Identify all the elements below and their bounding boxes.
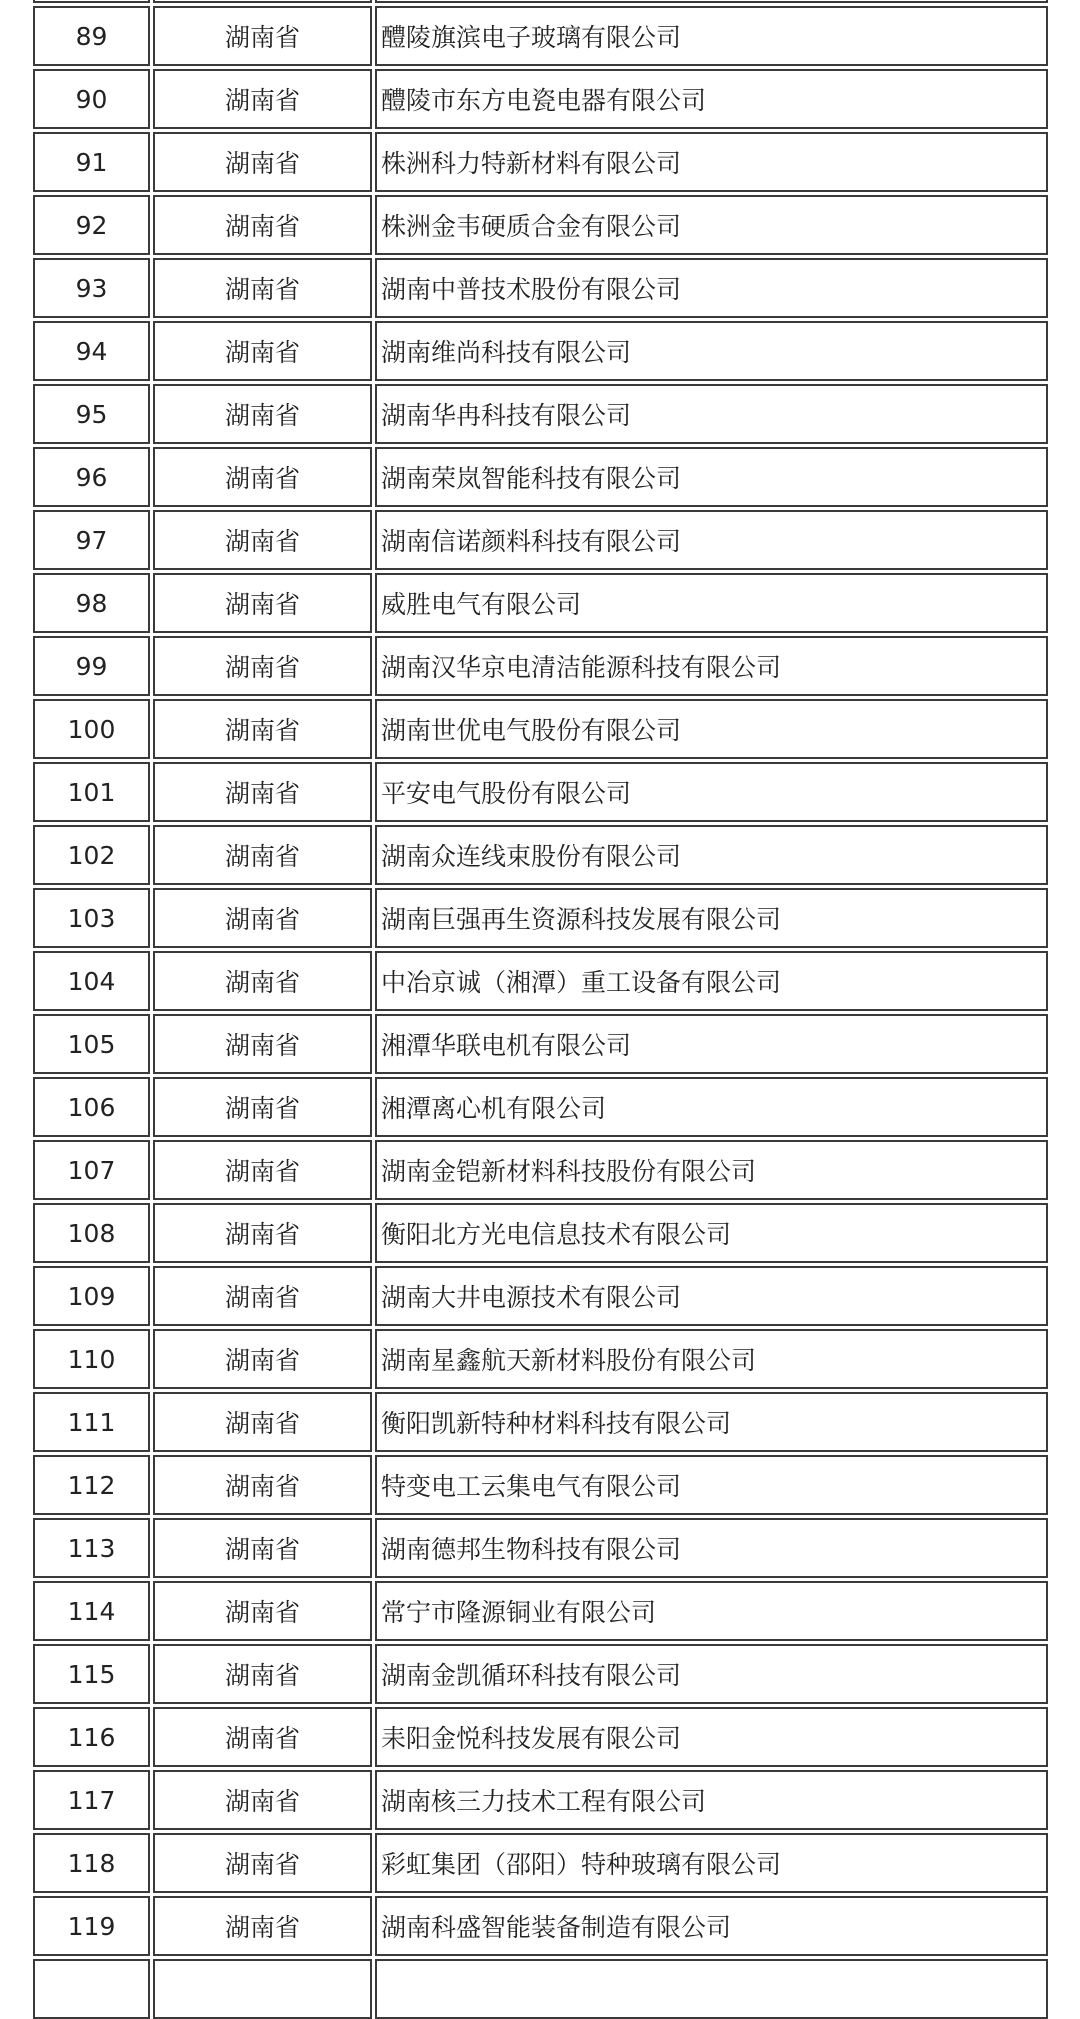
table-row	[33, 825, 1048, 885]
province-cell: 湖南省	[153, 1329, 372, 1389]
province-cell: 湖南省	[153, 1581, 372, 1641]
row-number: 93	[33, 258, 150, 318]
company-name-cell: 特变电工云集电气有限公司	[375, 1455, 1048, 1515]
company-name-cell: 湖南众连线束股份有限公司	[375, 825, 1048, 885]
row-number: 105	[33, 1014, 150, 1074]
table-row	[33, 1077, 1048, 1137]
table-row	[33, 1896, 1048, 1956]
table-row	[33, 1833, 1048, 1893]
province-cell: 湖南省	[153, 132, 372, 192]
row-number: 109	[33, 1266, 150, 1326]
company-name-cell: 湖南中普技术股份有限公司	[375, 258, 1048, 318]
company-name-cell	[375, 0, 1048, 3]
province-cell: 湖南省	[153, 510, 372, 570]
company-name-cell: 平安电气股份有限公司	[375, 762, 1048, 822]
company-name-cell: 衡阳凯新特种材料科技有限公司	[375, 1392, 1048, 1452]
row-number: 92	[33, 195, 150, 255]
table-row	[33, 1203, 1048, 1263]
company-name-cell: 湖南华冉科技有限公司	[375, 384, 1048, 444]
row-number: 94	[33, 321, 150, 381]
table-row	[33, 1770, 1048, 1830]
row-number: 97	[33, 510, 150, 570]
table-row	[33, 573, 1048, 633]
row-number: 95	[33, 384, 150, 444]
row-number: 90	[33, 69, 150, 129]
company-name-cell: 彩虹集团（邵阳）特种玻璃有限公司	[375, 1833, 1048, 1893]
company-name-cell: 耒阳金悦科技发展有限公司	[375, 1707, 1048, 1767]
row-number: 115	[33, 1644, 150, 1704]
province-cell: 湖南省	[153, 951, 372, 1011]
table-row	[33, 762, 1048, 822]
company-name-cell: 株洲金韦硬质合金有限公司	[375, 195, 1048, 255]
row-number: 104	[33, 951, 150, 1011]
company-name-cell: 湖南巨强再生资源科技发展有限公司	[375, 888, 1048, 948]
province-cell: 湖南省	[153, 1455, 372, 1515]
row-number: 100	[33, 699, 150, 759]
table-row	[33, 69, 1048, 129]
row-number: 119	[33, 1896, 150, 1956]
province-cell: 湖南省	[153, 258, 372, 318]
company-name-cell: 湖南德邦生物科技有限公司	[375, 1518, 1048, 1578]
province-cell: 湖南省	[153, 384, 372, 444]
row-number: 102	[33, 825, 150, 885]
row-number: 106	[33, 1077, 150, 1137]
company-name-cell: 中冶京诚（湘潭）重工设备有限公司	[375, 951, 1048, 1011]
company-name-cell: 湖南世优电气股份有限公司	[375, 699, 1048, 759]
province-cell: 湖南省	[153, 1518, 372, 1578]
province-cell: 湖南省	[153, 1770, 372, 1830]
table-row	[33, 0, 1048, 3]
province-cell	[153, 0, 372, 3]
company-name-cell: 衡阳北方光电信息技术有限公司	[375, 1203, 1048, 1263]
table-row	[33, 1014, 1048, 1074]
table-row	[33, 1329, 1048, 1389]
company-name-cell: 湖南荣岚智能科技有限公司	[375, 447, 1048, 507]
table-row	[33, 888, 1048, 948]
row-number: 117	[33, 1770, 150, 1830]
table-row	[33, 1140, 1048, 1200]
table-row	[33, 699, 1048, 759]
province-cell: 湖南省	[153, 1266, 372, 1326]
province-cell: 湖南省	[153, 825, 372, 885]
table-row	[33, 951, 1048, 1011]
province-cell: 湖南省	[153, 1140, 372, 1200]
row-number: 96	[33, 447, 150, 507]
row-number: 99	[33, 636, 150, 696]
province-cell: 湖南省	[153, 69, 372, 129]
province-cell: 湖南省	[153, 1077, 372, 1137]
table-row	[33, 1518, 1048, 1578]
table-row	[33, 510, 1048, 570]
province-cell: 湖南省	[153, 321, 372, 381]
province-cell: 湖南省	[153, 888, 372, 948]
table-row	[33, 1392, 1048, 1452]
company-name-cell: 湖南信诺颜料科技有限公司	[375, 510, 1048, 570]
table-row	[33, 132, 1048, 192]
table-row	[33, 1707, 1048, 1767]
table-row	[33, 321, 1048, 381]
table-row	[33, 636, 1048, 696]
table-row	[33, 1455, 1048, 1515]
table-row	[33, 195, 1048, 255]
table-row	[33, 258, 1048, 318]
row-number: 108	[33, 1203, 150, 1263]
company-name-cell: 常宁市隆源铜业有限公司	[375, 1581, 1048, 1641]
province-cell: 湖南省	[153, 1896, 372, 1956]
row-number: 112	[33, 1455, 150, 1515]
row-number: 114	[33, 1581, 150, 1641]
province-cell: 湖南省	[153, 1392, 372, 1452]
province-cell: 湖南省	[153, 1833, 372, 1893]
company-name-cell: 湖南汉华京电清洁能源科技有限公司	[375, 636, 1048, 696]
row-number: 107	[33, 1140, 150, 1200]
company-table	[33, 0, 1048, 2019]
province-cell: 湖南省	[153, 1203, 372, 1263]
province-cell: 湖南省	[153, 762, 372, 822]
table-row	[33, 384, 1048, 444]
row-number	[33, 1959, 150, 2019]
province-cell: 湖南省	[153, 573, 372, 633]
row-number: 111	[33, 1392, 150, 1452]
province-cell: 湖南省	[153, 447, 372, 507]
row-number	[33, 0, 150, 3]
table-row	[33, 1581, 1048, 1641]
company-name-cell: 湖南大井电源技术有限公司	[375, 1266, 1048, 1326]
row-number: 113	[33, 1518, 150, 1578]
row-number: 89	[33, 6, 150, 66]
province-cell: 湖南省	[153, 1707, 372, 1767]
table-row	[33, 1266, 1048, 1326]
company-name-cell: 湘潭华联电机有限公司	[375, 1014, 1048, 1074]
province-cell: 湖南省	[153, 1014, 372, 1074]
row-number: 110	[33, 1329, 150, 1389]
province-cell: 湖南省	[153, 6, 372, 66]
table-row	[33, 1959, 1048, 2019]
company-name-cell: 醴陵市东方电瓷电器有限公司	[375, 69, 1048, 129]
row-number: 98	[33, 573, 150, 633]
province-cell: 湖南省	[153, 1644, 372, 1704]
province-cell: 湖南省	[153, 699, 372, 759]
company-name-cell: 湖南科盛智能装备制造有限公司	[375, 1896, 1048, 1956]
row-number: 116	[33, 1707, 150, 1767]
company-name-cell: 威胜电气有限公司	[375, 573, 1048, 633]
company-name-cell: 湖南星鑫航天新材料股份有限公司	[375, 1329, 1048, 1389]
row-number: 91	[33, 132, 150, 192]
company-name-cell: 湖南金铠新材料科技股份有限公司	[375, 1140, 1048, 1200]
row-number: 101	[33, 762, 150, 822]
table-row	[33, 6, 1048, 66]
company-name-cell	[375, 1959, 1048, 2019]
company-name-cell: 醴陵旗滨电子玻璃有限公司	[375, 6, 1048, 66]
row-number: 103	[33, 888, 150, 948]
province-cell: 湖南省	[153, 636, 372, 696]
company-name-cell: 湖南金凯循环科技有限公司	[375, 1644, 1048, 1704]
province-cell: 湖南省	[153, 195, 372, 255]
table-row	[33, 447, 1048, 507]
company-name-cell: 株洲科力特新材料有限公司	[375, 132, 1048, 192]
province-cell	[153, 1959, 372, 2019]
company-name-cell: 湘潭离心机有限公司	[375, 1077, 1048, 1137]
table-row	[33, 1644, 1048, 1704]
company-name-cell: 湖南维尚科技有限公司	[375, 321, 1048, 381]
company-name-cell: 湖南核三力技术工程有限公司	[375, 1770, 1048, 1830]
row-number: 118	[33, 1833, 150, 1893]
